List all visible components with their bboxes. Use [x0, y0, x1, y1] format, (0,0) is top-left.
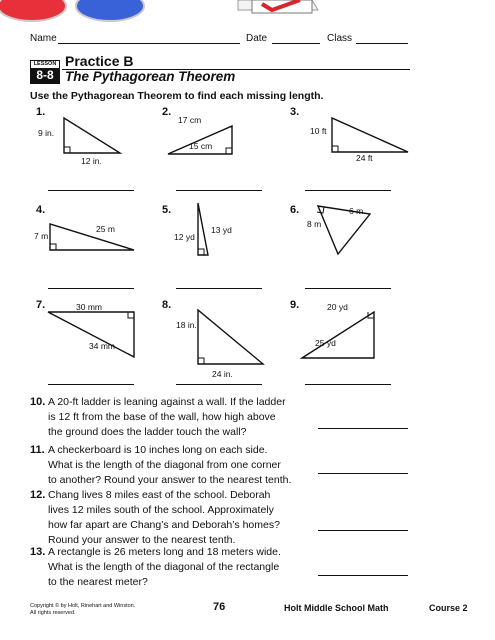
side-label: 8 m — [307, 219, 322, 229]
side-label: 24 in. — [212, 369, 233, 379]
word-problem-10: 10. A 20-ft ladder is leaning against a wall. If the ladder is 12 ft from the base of the wall, how high above the ground does the ladder touch the wall? — [30, 396, 286, 438]
lesson-number: 8-8 — [31, 68, 59, 83]
class-field[interactable] — [356, 43, 408, 44]
answer-line-6[interactable] — [305, 288, 391, 289]
problem-number: 2. — [162, 106, 172, 118]
problem-number: 6. — [290, 204, 300, 216]
problem-number: 9. — [290, 299, 300, 311]
course-label: Course 2 — [429, 603, 468, 613]
problem-number: 1. — [36, 106, 46, 118]
word-problem-11: 11. A checkerboard is 10 inches long on each side. What is the length of the diagonal from one corner to another? Round your answer to the nearest tenth. — [30, 444, 292, 486]
checkbox-logo-icon — [238, 0, 318, 13]
triangle-4 — [50, 224, 140, 254]
side-label: 6 m — [349, 206, 364, 216]
side-label: 9 in. — [38, 128, 55, 138]
word-problem-13: 13. A rectangle is 26 meters long and 18 meters wide. What is the length of the diagonal of the rectangle to the nearest meter? — [30, 546, 281, 588]
answer-line-8[interactable] — [176, 384, 262, 385]
side-label: 12 in. — [81, 156, 102, 166]
problem-number: 3. — [290, 106, 300, 118]
side-label: 30 mm — [76, 302, 102, 312]
date-label: Date — [246, 33, 268, 44]
answer-line-13[interactable] — [318, 575, 408, 576]
side-label: 20 yd — [327, 302, 348, 312]
page-subtitle: The Pythagorean Theorem — [65, 69, 236, 84]
page-title: Practice B — [65, 53, 134, 69]
name-field[interactable] — [58, 43, 240, 44]
answer-line-2[interactable] — [176, 190, 262, 191]
side-label: 13 yd — [211, 225, 232, 235]
answer-line-11[interactable] — [318, 473, 408, 474]
answer-line-5[interactable] — [176, 288, 262, 289]
lesson-tag: LESSON — [31, 61, 59, 68]
problem-number: 8. — [162, 299, 172, 311]
side-label: 17 cm — [178, 115, 202, 125]
side-label: 7 m — [34, 231, 49, 241]
name-label: Name — [30, 33, 57, 44]
red-oval-icon — [0, 0, 66, 21]
answer-line-3[interactable] — [305, 190, 391, 191]
book-title: Holt Middle School Math — [284, 603, 389, 613]
class-label: Class — [327, 33, 353, 44]
header-decoration — [0, 0, 495, 22]
side-label: 25 yd — [315, 338, 336, 348]
word-problem-12: 12. Chang lives 8 miles east of the school. Deborah lives 12 miles south of the school. Approximately how far apart are Chang’s and Deborah’s homes? Round your answer to the nearest tenth. — [30, 489, 280, 546]
problem-number: 7. — [36, 299, 46, 311]
side-label: 12 yd — [174, 232, 195, 242]
page-number: 76 — [213, 601, 226, 613]
triangle-9 — [302, 312, 382, 362]
problem-number: 5. — [162, 204, 172, 216]
instructions: Use the Pythagorean Theorem to find each missing length. — [30, 90, 324, 102]
answer-line-10[interactable] — [318, 428, 408, 429]
side-label: 24 ft — [356, 153, 373, 163]
blue-oval-icon — [76, 0, 144, 21]
answer-line-12[interactable] — [318, 530, 408, 531]
side-label: 34 mm — [89, 341, 115, 351]
lesson-badge — [30, 60, 60, 84]
answer-line-9[interactable] — [305, 384, 391, 385]
triangle-8 — [198, 310, 268, 370]
side-label: 10 ft — [310, 126, 327, 136]
triangle-3 — [332, 118, 412, 158]
triangle-6 — [312, 206, 382, 256]
problem-number: 4. — [36, 204, 46, 216]
copyright: Copyright © by Holt, Rinehart and Winston. All rights reserved. — [30, 603, 136, 616]
answer-line-7[interactable] — [48, 384, 134, 385]
answer-line-1[interactable] — [48, 190, 134, 191]
side-label: 15 cm — [189, 141, 213, 151]
triangle-7 — [48, 312, 138, 362]
date-field[interactable] — [272, 43, 320, 44]
side-label: 18 in. — [176, 320, 197, 330]
answer-line-4[interactable] — [48, 288, 134, 289]
side-label: 25 m — [96, 224, 115, 234]
